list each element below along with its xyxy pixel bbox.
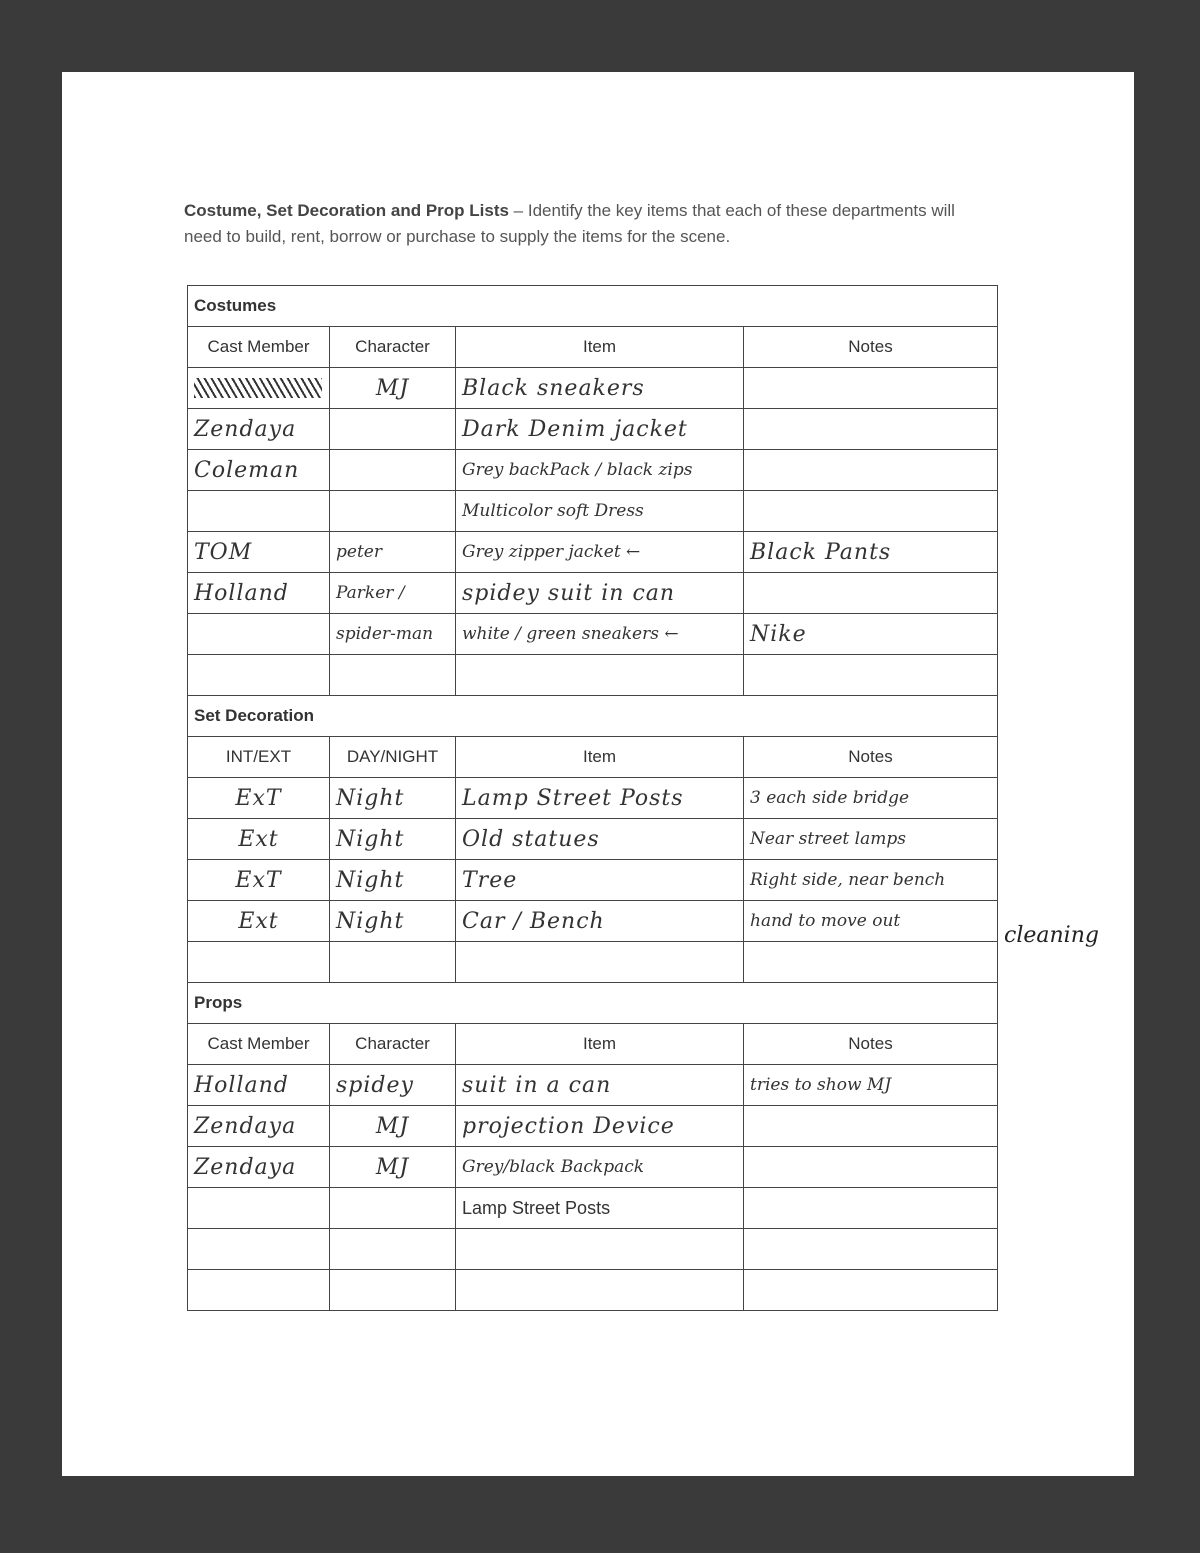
empty-cell (744, 655, 998, 696)
table-row (188, 1188, 998, 1229)
set-decoration-section-row (188, 696, 998, 737)
character-cell: MJ (330, 368, 456, 409)
notes-cell: hand to move out (744, 901, 998, 942)
empty-cell (330, 942, 456, 983)
day-night-cell: Night (330, 901, 456, 942)
table-row (188, 409, 998, 450)
empty-cell (456, 1229, 744, 1270)
set-decoration-header-row (188, 737, 998, 778)
instructions-title: Costume, Set Decoration and Prop Lists (184, 201, 509, 220)
instructions-text: – Identify the key items that each of these departments will need to build, rent, borrow or purchase to supply the items for the scene. (184, 201, 955, 246)
notes-cell: tries to show MJ (744, 1065, 998, 1106)
empty-cell (744, 1270, 998, 1311)
character-cell (330, 491, 456, 532)
table-row (188, 1229, 998, 1270)
day-night-cell: Night (330, 778, 456, 819)
character-cell: MJ (330, 1106, 456, 1147)
item-cell: Lamp Street Posts (456, 778, 744, 819)
table-row (188, 1106, 998, 1147)
table-row (188, 1065, 998, 1106)
col-notes: Notes (744, 1024, 998, 1065)
cast-cell: Coleman (188, 450, 330, 491)
character-cell (330, 409, 456, 450)
empty-cell (456, 942, 744, 983)
notes-cell (744, 1106, 998, 1147)
item-cell: Dark Denim jacket (456, 409, 744, 450)
cast-cell: TOM (188, 532, 330, 573)
table-row (188, 368, 998, 409)
character-cell (330, 450, 456, 491)
empty-cell (744, 1229, 998, 1270)
props-title: Props (188, 983, 998, 1024)
notes-cell (744, 573, 998, 614)
character-cell: spider-man (330, 614, 456, 655)
table-row (188, 655, 998, 696)
faded-item-cell: Lamp Street Posts (456, 1188, 744, 1229)
item-cell: Grey/black Backpack (456, 1147, 744, 1188)
item-cell: Tree (456, 860, 744, 901)
empty-cell (456, 1270, 744, 1311)
worksheet-table (187, 285, 998, 1311)
empty-cell (330, 1270, 456, 1311)
col-notes: Notes (744, 327, 998, 368)
col-item: Item (456, 737, 744, 778)
empty-cell (330, 655, 456, 696)
int-ext-cell: Ext (188, 901, 330, 942)
empty-cell (188, 1188, 330, 1229)
empty-cell (744, 1188, 998, 1229)
col-int-ext: INT/EXT (188, 737, 330, 778)
notes-cell: Black Pants (744, 532, 998, 573)
cast-cell: Zendaya (188, 1106, 330, 1147)
col-day-night: DAY/NIGHT (330, 737, 456, 778)
instructions (184, 198, 984, 250)
item-cell: projection Device (456, 1106, 744, 1147)
table-row (188, 819, 998, 860)
int-ext-cell: Ext (188, 819, 330, 860)
col-character: Character (330, 1024, 456, 1065)
empty-cell (188, 1270, 330, 1311)
col-cast-member: Cast Member (188, 327, 330, 368)
day-night-cell: Night (330, 860, 456, 901)
props-header-row (188, 1024, 998, 1065)
table-row (188, 614, 998, 655)
cast-cell: Zendaya (188, 1147, 330, 1188)
int-ext-cell: ExT (188, 778, 330, 819)
notes-cell (744, 491, 998, 532)
table-row (188, 860, 998, 901)
cast-cell (188, 491, 330, 532)
item-cell: Black sneakers (456, 368, 744, 409)
item-cell: Old statues (456, 819, 744, 860)
table-row (188, 450, 998, 491)
costumes-title: Costumes (188, 286, 998, 327)
margin-note: cleaning (1004, 923, 1099, 948)
notes-cell: 3 each side bridge (744, 778, 998, 819)
item-cell: suit in a can (456, 1065, 744, 1106)
character-cell: spidey (330, 1065, 456, 1106)
cast-cell (188, 614, 330, 655)
scribbled-out-cell (188, 368, 330, 409)
table-row (188, 532, 998, 573)
item-cell: Grey backPack / black zips (456, 450, 744, 491)
costumes-section-row (188, 286, 998, 327)
item-cell: Multicolor soft Dress (456, 491, 744, 532)
item-cell: white / green sneakers ← (456, 614, 744, 655)
empty-cell (330, 1229, 456, 1270)
col-item: Item (456, 1024, 744, 1065)
col-item: Item (456, 327, 744, 368)
empty-cell (330, 1188, 456, 1229)
empty-cell (744, 942, 998, 983)
props-section-row (188, 983, 998, 1024)
col-cast-member: Cast Member (188, 1024, 330, 1065)
notes-cell: Nike (744, 614, 998, 655)
col-character: Character (330, 327, 456, 368)
table-row (188, 901, 998, 942)
item-cell: Car / Bench (456, 901, 744, 942)
scribble-mark (194, 378, 322, 398)
character-cell: Parker / (330, 573, 456, 614)
notes-cell (744, 368, 998, 409)
table-row (188, 573, 998, 614)
table-row (188, 942, 998, 983)
character-cell: peter (330, 532, 456, 573)
item-cell: Grey zipper jacket ← (456, 532, 744, 573)
table-row (188, 778, 998, 819)
notes-cell: Near street lamps (744, 819, 998, 860)
notes-cell (744, 450, 998, 491)
int-ext-cell: ExT (188, 860, 330, 901)
empty-cell (188, 655, 330, 696)
table-row (188, 491, 998, 532)
day-night-cell: Night (330, 819, 456, 860)
empty-cell (188, 942, 330, 983)
character-cell: MJ (330, 1147, 456, 1188)
table-row (188, 1147, 998, 1188)
cast-cell: Zendaya (188, 409, 330, 450)
notes-cell: Right side, near bench (744, 860, 998, 901)
costumes-header-row (188, 327, 998, 368)
notes-cell (744, 409, 998, 450)
table-row (188, 1270, 998, 1311)
cast-cell: Holland (188, 573, 330, 614)
notes-cell (744, 1147, 998, 1188)
empty-cell (188, 1229, 330, 1270)
cast-cell: Holland (188, 1065, 330, 1106)
set-decoration-title: Set Decoration (188, 696, 998, 737)
col-notes: Notes (744, 737, 998, 778)
empty-cell (456, 655, 744, 696)
item-cell: spidey suit in can (456, 573, 744, 614)
